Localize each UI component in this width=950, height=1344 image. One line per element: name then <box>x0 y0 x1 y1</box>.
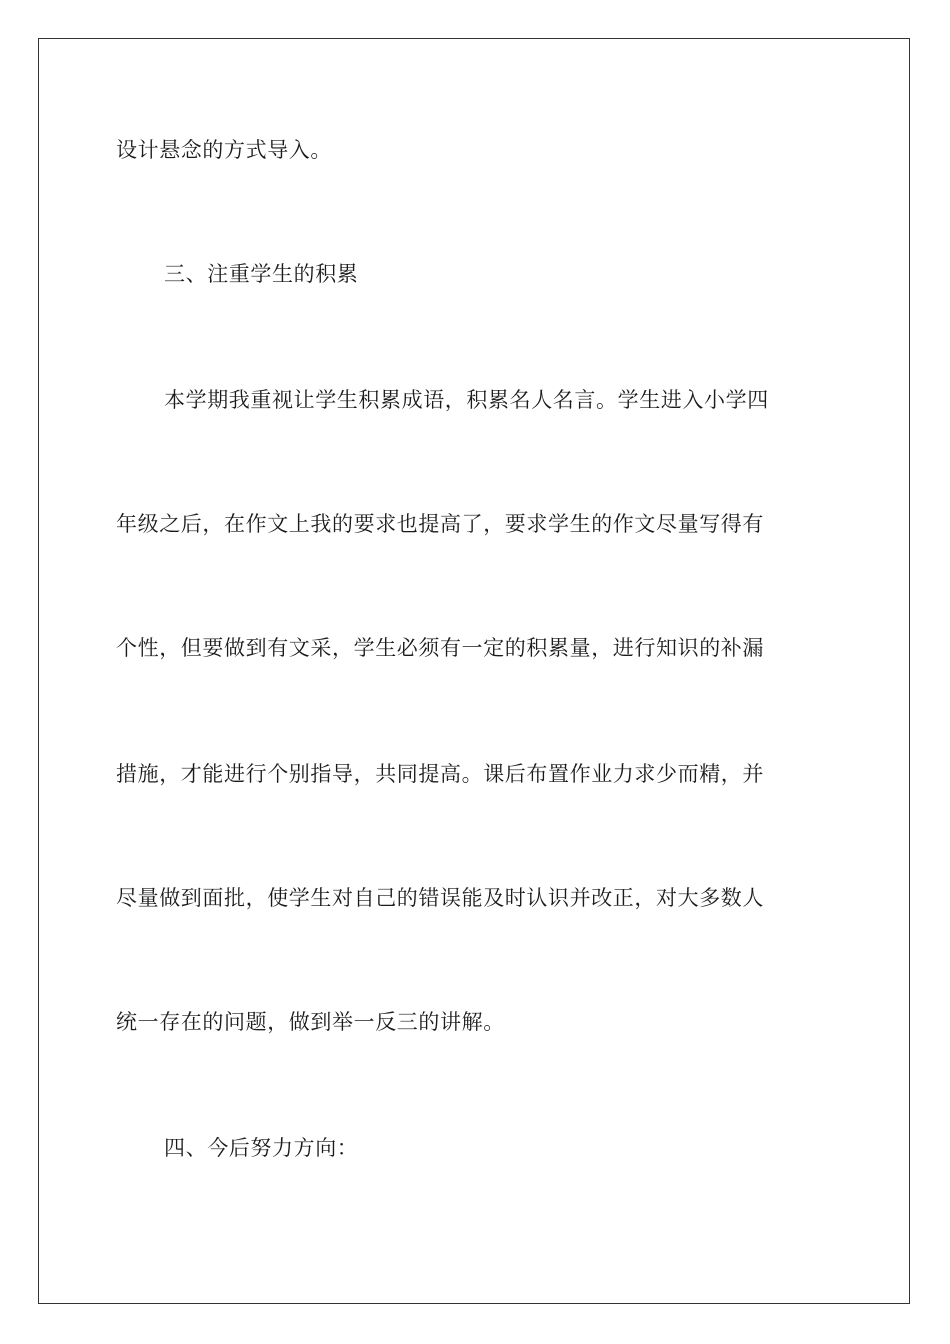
text-line-1: 设计悬念的方式导入。 <box>116 138 332 162</box>
section-heading-3: 三、注重学生的积累 <box>164 262 359 286</box>
section-heading-4: 四、今后努力方向： <box>164 1136 359 1160</box>
paragraph-line-3: 个性，但要做到有文采，学生必须有一定的积累量，进行知识的补漏 <box>116 636 764 660</box>
paragraph-line-2: 年级之后，在作文上我的要求也提高了，要求学生的作文尽量写得有 <box>116 512 764 536</box>
paragraph-line-6: 统一存在的问题，做到举一反三的讲解。 <box>116 1010 505 1034</box>
paragraph-line-4: 措施，才能进行个别指导，共同提高。课后布置作业力求少而精，并 <box>116 762 764 786</box>
paragraph-line-5: 尽量做到面批，使学生对自己的错误能及时认识并改正，对大多数人 <box>116 886 764 910</box>
page-border <box>38 38 910 1304</box>
paragraph-line-1: 本学期我重视让学生积累成语，积累名人名言。学生进入小学四 <box>164 388 769 412</box>
